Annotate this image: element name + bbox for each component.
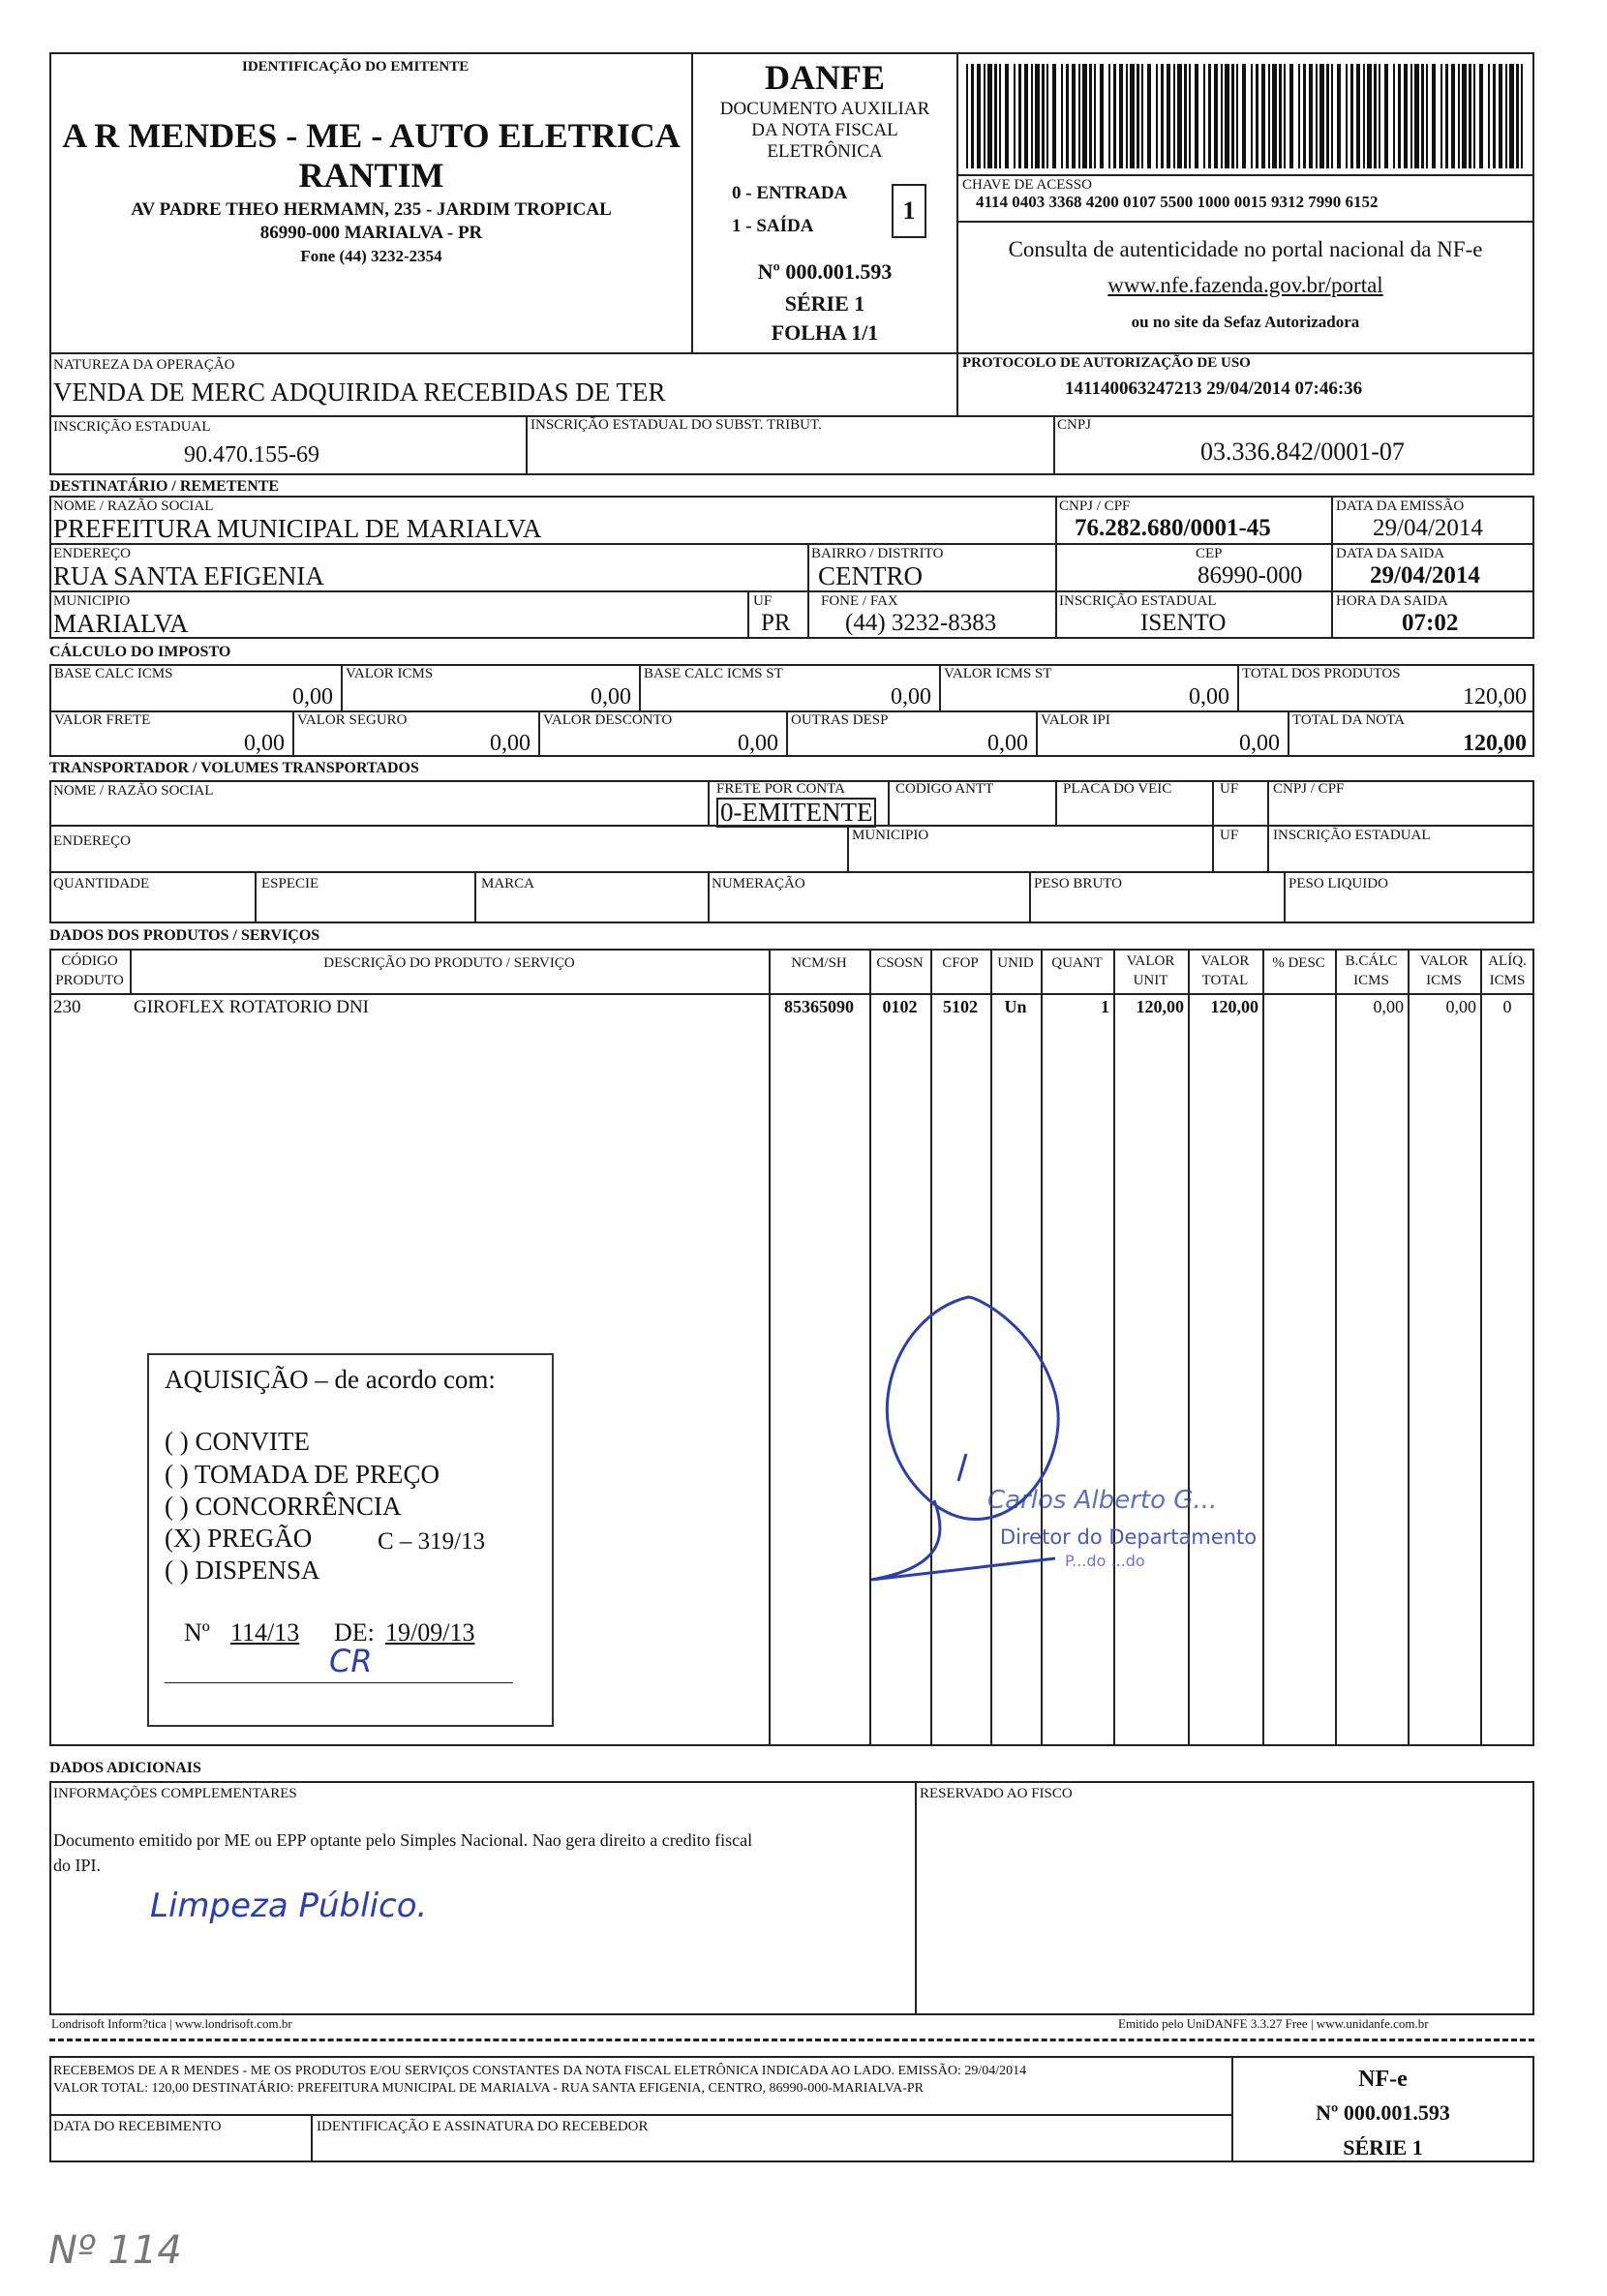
- chave-divider: [956, 174, 1534, 176]
- barcode-bar: [1225, 64, 1229, 168]
- produtos-row-cell: 0102: [882, 997, 918, 1016]
- barcode-bar: [1319, 64, 1324, 168]
- imposto-value: 0,00: [1189, 684, 1229, 710]
- canhoto-data-label: DATA DO RECEBIMENTO: [53, 2119, 222, 2134]
- info-text2: do IPI.: [53, 1856, 101, 1875]
- dest-v-uf: [747, 590, 749, 639]
- dest-hline-2: [49, 590, 1534, 592]
- produtos-header-cell: UNID: [997, 955, 1034, 971]
- danfe-numero: Nº 000.001.593: [757, 259, 893, 284]
- produtos-header-cell: ALÍQ.: [1488, 953, 1527, 969]
- barcode-bar: [1221, 64, 1223, 168]
- transp-v1: [708, 780, 710, 825]
- barcode-bar: [1126, 64, 1128, 168]
- imposto-value: 0,00: [490, 731, 531, 756]
- produtos-row-cell: 230: [53, 997, 81, 1017]
- dest-ie-label: INSCRIÇÃO ESTADUAL: [1059, 593, 1217, 609]
- imposto-value: 120,00: [1463, 731, 1527, 756]
- transp-v3: [1055, 780, 1057, 825]
- barcode-bar: [1393, 64, 1395, 168]
- barcode-bar: [1082, 64, 1087, 168]
- produtos-column-divider: [1480, 949, 1482, 1746]
- produtos-header-cell: PRODUTO: [55, 973, 124, 988]
- danfe-tipo: 1: [902, 196, 916, 225]
- barcode-bar: [1488, 64, 1490, 168]
- barcode-image: [966, 64, 1526, 170]
- transp-frete-label: FRETE POR CONTA: [716, 781, 845, 797]
- transp-endereco-label: ENDEREÇO: [53, 833, 131, 849]
- emitente-name-line2: RANTIM: [298, 156, 444, 195]
- imposto-label: VALOR DESCONTO: [543, 712, 673, 728]
- imposto-label: BASE CALC ICMS ST: [644, 666, 783, 681]
- ie-value: 90.470.155-69: [184, 442, 319, 468]
- dest-cnpj: 76.282.680/0001-45: [1075, 515, 1271, 541]
- stamp-opt3: ( ) CONCORRÊNCIA: [165, 1492, 402, 1521]
- dest-uf-label: UF: [753, 593, 773, 609]
- barcode-bar: [1203, 64, 1205, 168]
- barcode-bar: [1089, 64, 1092, 168]
- dest-hline-1: [49, 543, 1534, 545]
- danfe-title: DANFE: [765, 58, 885, 97]
- dest-emissao-label: DATA DA EMISSÃO: [1336, 498, 1465, 514]
- dest-bairro-label: BAIRRO / DISTRITO: [811, 546, 944, 561]
- dest-endereco: RUA SANTA EFIGENIA: [53, 561, 324, 590]
- produtos-row-cell: 120,00: [1210, 997, 1258, 1016]
- barcode-bar: [1426, 64, 1428, 168]
- imposto-value: 0,00: [738, 731, 778, 756]
- transp-municipio-label: MUNICIPIO: [852, 828, 929, 843]
- dest-fone-label: FONE / FAX: [821, 593, 898, 609]
- barcode-bar: [1479, 64, 1483, 168]
- info-label: INFORMAÇÕES COMPLEMENTARES: [53, 1786, 297, 1801]
- barcode-bar: [1184, 64, 1187, 168]
- transp-nome-label: NOME / RAZÃO SOCIAL: [53, 783, 214, 799]
- dest-ie: ISENTO: [1140, 610, 1227, 636]
- transp-v9: [708, 871, 710, 923]
- barcode-bar: [1289, 64, 1293, 168]
- transp-placa-label: PLACA DO VEIC: [1063, 781, 1172, 797]
- produtos-header-cell: UNIT: [1133, 973, 1168, 988]
- bottom-handwritten-note: Nº 114: [48, 2228, 182, 2273]
- transp-hline-2: [49, 871, 1534, 873]
- barcode-bar: [1384, 64, 1388, 168]
- produtos-header-cell: VALOR: [1126, 953, 1175, 969]
- barcode-bar: [1356, 64, 1360, 168]
- produtos-header-cell: CSOSN: [876, 955, 924, 971]
- signature-line3: P...do ...do: [1065, 1552, 1145, 1570]
- stamp-initials: CR: [329, 1643, 373, 1679]
- dest-saida: 29/04/2014: [1370, 562, 1480, 589]
- transp-numeracao-label: NUMERAÇÃO: [712, 876, 805, 891]
- stamp-numero-prefix: Nº: [184, 1618, 210, 1646]
- natureza-value: VENDA DE MERC ADQUIRIDA RECEBIDAS DE TER: [53, 378, 666, 407]
- imposto-value: 120,00: [1463, 684, 1527, 710]
- ie-divider-2: [1053, 415, 1055, 475]
- produtos-column-divider: [769, 949, 771, 1746]
- stamp-opt2: ( ) TOMADA DE PREÇO: [165, 1460, 440, 1489]
- transp-ie-label: INSCRIÇÃO ESTADUAL: [1273, 828, 1431, 843]
- footer-left: Londrisoft Inform?tica | www.londrisoft.com.br: [51, 2016, 292, 2031]
- barcode-bar: [1242, 64, 1246, 168]
- signature-line2: Diretor do Departamento: [1000, 1526, 1258, 1549]
- produtos-header-cell: ICMS: [1353, 973, 1389, 988]
- barcode-bar: [1147, 64, 1151, 168]
- stamp-numero: 114/13: [230, 1618, 300, 1646]
- emitente-address-line2: 86990-000 MARIALVA - PR: [259, 223, 483, 243]
- transp-especie-label: ESPECIE: [261, 876, 319, 891]
- barcode-bar: [1061, 64, 1063, 168]
- canhoto-text2: VALOR TOTAL: 120,00 DESTINATÁRIO: PREFEITURA MUNICIPAL DE MARIALVA - RUA SANTA EFIGENIA, CENTRO, 86990-000-MARIALVA-PR: [53, 2081, 925, 2096]
- transp-v2: [888, 780, 890, 825]
- danfe-tipo-box: [892, 184, 926, 238]
- transp-liquido-label: PESO LIQUIDO: [1289, 876, 1388, 891]
- produtos-row-cell: 5102: [943, 997, 978, 1016]
- barcode-bar: [1374, 64, 1377, 168]
- barcode-bar: [1173, 64, 1175, 168]
- stamp-opt5: ( ) DISPENSA: [165, 1556, 320, 1585]
- imposto-value: 0,00: [891, 684, 931, 710]
- barcode-bar: [1052, 64, 1056, 168]
- danfe-saida: 1 - SAÍDA: [732, 216, 814, 236]
- transp-uf-label: UF: [1220, 781, 1239, 797]
- transp-v5: [1267, 780, 1269, 871]
- produtos-row-cell: GIROFLEX ROTATORIO DNI: [134, 997, 370, 1017]
- adicionais-section-label: DADOS ADICIONAIS: [49, 1760, 201, 1776]
- danfe-subtitle1: DOCUMENTO AUXILIAR: [719, 99, 930, 119]
- barcode-bar: [1072, 64, 1076, 168]
- produtos-header-cell: ICMS: [1426, 973, 1462, 988]
- barcode-bar: [1156, 64, 1158, 168]
- produtos-header-cell: TOTAL: [1201, 973, 1249, 988]
- barcode-bar: [1398, 64, 1401, 168]
- consulta-divider: [956, 221, 1534, 223]
- barcode-bar: [966, 64, 968, 168]
- canhoto-numero: Nº 000.001.593: [1316, 2100, 1450, 2125]
- dest-cnpj-label: CNPJ / CPF: [1059, 498, 1131, 514]
- footer-right: Emitido pelo UniDANFE 3.3.27 Free | www.unidanfe.com.br: [1118, 2016, 1429, 2031]
- barcode-bar: [1363, 64, 1365, 168]
- canhoto-hline: [49, 2114, 1232, 2116]
- barcode-bar: [1469, 64, 1471, 168]
- imposto-value: 0,00: [1239, 731, 1280, 756]
- barcode-bar: [1505, 64, 1507, 168]
- imposto-label: OUTRAS DESP: [791, 712, 889, 728]
- produtos-header-cell: CFOP: [942, 955, 979, 971]
- barcode-bar: [1141, 64, 1143, 168]
- cnpj-emit-label: CNPJ: [1057, 417, 1092, 433]
- barcode-bar: [1432, 64, 1436, 168]
- ie-divider-1: [526, 415, 528, 475]
- danfe-subtitle2: DA NOTA FISCAL: [751, 120, 898, 140]
- dest-v-cnpj: [1055, 496, 1057, 639]
- dest-municipio: MARIALVA: [53, 609, 189, 638]
- dest-municipio-label: MUNICIPIO: [53, 593, 131, 609]
- transp-v10: [1029, 871, 1031, 923]
- danfe-folha: FOLHA 1/1: [771, 320, 879, 345]
- barcode-bar: [1236, 64, 1238, 168]
- barcode-bar: [1414, 64, 1419, 168]
- dest-v-dates: [1331, 496, 1333, 639]
- barcode-bar: [1231, 64, 1234, 168]
- barcode-bar: [1261, 64, 1265, 168]
- imposto-label: VALOR ICMS: [346, 666, 434, 681]
- barcode-bar: [1284, 64, 1286, 168]
- produtos-column-divider: [1335, 949, 1337, 1746]
- imposto-value: 0,00: [987, 731, 1028, 756]
- dest-nome-label: NOME / RAZÃO SOCIAL: [53, 498, 214, 514]
- barcode-bar: [1130, 64, 1135, 168]
- barcode-bar: [1100, 64, 1104, 168]
- barcode-bar: [1451, 64, 1455, 168]
- cnpj-emit-value: 03.336.842/0001-07: [1200, 438, 1405, 466]
- transp-bruto-label: PESO BRUTO: [1034, 876, 1122, 891]
- emitente-name-line1: A R MENDES - ME - AUTO ELETRICA: [62, 116, 681, 155]
- stamp-opt4: (X) PREGÃO: [165, 1524, 313, 1553]
- transp-marca-label: MARCA: [481, 876, 535, 891]
- barcode-bar: [1161, 64, 1164, 168]
- produtos-row-cell: 0: [1502, 997, 1512, 1016]
- imposto-label: VALOR SEGURO: [297, 712, 408, 728]
- barcode-bar: [1462, 64, 1467, 168]
- barcode-bar: [984, 64, 985, 168]
- barcode-bar: [1316, 64, 1318, 168]
- dest-fone: (44) 3232-8383: [845, 610, 997, 636]
- produtos-column-divider: [1408, 949, 1410, 1746]
- chave-label: CHAVE DE ACESSO: [962, 177, 1092, 193]
- transp-v11: [1284, 871, 1286, 923]
- barcode-bar: [1337, 64, 1341, 168]
- barcode-bar: [1214, 64, 1218, 168]
- consulta-url[interactable]: www.nfe.fazenda.gov.br/portal: [1107, 273, 1383, 297]
- barcode-bar: [1509, 64, 1514, 168]
- transp-v6: [847, 825, 849, 871]
- dest-nome: PREFEITURA MUNICIPAL DE MARIALVA: [53, 514, 542, 543]
- transp-v4: [1212, 780, 1214, 871]
- barcode-bar: [1499, 64, 1502, 168]
- barcode-bar: [1272, 64, 1277, 168]
- barcode-bar: [1404, 64, 1408, 168]
- barcode-bar: [1177, 64, 1182, 168]
- barcode-bar: [1031, 64, 1033, 168]
- produtos-header-cell: VALOR: [1419, 953, 1469, 969]
- ie-label: INSCRIÇÃO ESTADUAL: [53, 419, 211, 435]
- produtos-column-divider: [130, 949, 132, 993]
- barcode-bar: [1445, 64, 1448, 168]
- canhoto-serie: SÉRIE 1: [1343, 2135, 1423, 2160]
- produtos-header-cell: NCM/SH: [791, 955, 847, 971]
- barcode-bar: [1309, 64, 1313, 168]
- canhoto-assinatura-label: IDENTIFICAÇÃO E ASSINATURA DO RECEBEDOR: [317, 2119, 649, 2134]
- natureza-label: NATUREZA DA OPERAÇÃO: [53, 357, 235, 373]
- barcode-bar: [1024, 64, 1028, 168]
- imposto-value: 0,00: [244, 731, 285, 756]
- produtos-row-cell: 0,00: [1445, 997, 1476, 1016]
- transp-uf2-label: UF: [1220, 828, 1239, 843]
- barcode-bar: [1493, 64, 1496, 168]
- transp-antt-label: CODIGO ANTT: [895, 781, 994, 797]
- barcode-bar: [1303, 64, 1306, 168]
- produtos-row-cell: 85365090: [784, 997, 854, 1016]
- consulta-line1: Consulta de autenticidade no portal nacional da NF-e: [1008, 237, 1483, 261]
- dest-emissao: 29/04/2014: [1373, 515, 1483, 541]
- barcode-bar: [1326, 64, 1329, 168]
- imposto-label: BASE CALC ICMS: [54, 666, 173, 681]
- produtos-header-cell: B.CÁLC: [1345, 953, 1398, 969]
- barcode-bar: [1035, 64, 1040, 168]
- produtos-header-cell: VALOR: [1200, 953, 1250, 969]
- imposto-value: 0,00: [292, 684, 333, 710]
- barcode-bar: [1094, 64, 1096, 168]
- danfe-serie: SÉRIE 1: [784, 291, 865, 316]
- barcode-bar: [1113, 64, 1116, 168]
- stamp-opt4-ref: C – 319/13: [378, 1528, 486, 1555]
- imposto-label: VALOR IPI: [1041, 712, 1110, 728]
- chave-value: 4114 0403 3368 4200 0107 5500 1000 0015 9312 7990 6152: [976, 193, 1379, 211]
- barcode-bar: [994, 64, 997, 168]
- transp-cnpj-label: CNPJ / CPF: [1273, 781, 1345, 797]
- info-handwritten: Limpeza Público.: [150, 1887, 428, 1925]
- barcode-bar: [977, 64, 981, 168]
- imposto-value: 0,00: [591, 684, 631, 710]
- produtos-header-cell: CÓDIGO: [61, 953, 118, 969]
- dest-v-fone: [807, 590, 809, 639]
- barcode-bar: [1066, 64, 1069, 168]
- imposto-section-label: CÁLCULO DO IMPOSTO: [49, 644, 231, 660]
- barcode-bar: [1379, 64, 1380, 168]
- emitente-phone: Fone (44) 3232-2354: [300, 247, 442, 265]
- barcode-bar: [1195, 64, 1198, 168]
- barcode-bar: [1521, 64, 1523, 168]
- destinatario-section-label: DESTINATÁRIO / REMETENTE: [49, 478, 280, 495]
- transp-v8: [474, 871, 476, 923]
- stamp-sign-line: [165, 1682, 513, 1683]
- imposto-label: VALOR FRETE: [54, 712, 151, 728]
- produtos-header-cell: QUANT: [1051, 955, 1103, 971]
- dest-hora: 07:02: [1402, 610, 1459, 636]
- produtos-row-cell: 120,00: [1136, 997, 1184, 1016]
- stamp-data: 19/09/13: [385, 1618, 475, 1646]
- produtos-column-divider: [1262, 949, 1264, 1746]
- produtos-header-line: [49, 993, 1534, 995]
- barcode-bar: [1421, 64, 1424, 168]
- cut-line: [49, 2039, 1534, 2041]
- info-text1: Documento emitido por ME ou EPP optante pelo Simples Nacional. Nao gera direito a credito fiscal: [53, 1830, 753, 1850]
- imposto-label: TOTAL DOS PRODUTOS: [1242, 666, 1401, 681]
- barcode-bar: [1458, 64, 1460, 168]
- barcode-bar: [1298, 64, 1300, 168]
- dest-uf: PR: [761, 610, 791, 636]
- dest-cep-label: CEP: [1196, 546, 1223, 561]
- produtos-row-cell: Un: [1004, 997, 1027, 1016]
- produtos-section-label: DADOS DOS PRODUTOS / SERVIÇOS: [49, 927, 320, 944]
- dest-bairro: CENTRO: [818, 561, 923, 590]
- adicionais-divider: [915, 1781, 917, 2015]
- canhoto-nfe: NF-e: [1358, 2067, 1408, 2092]
- fisco-label: RESERVADO AO FISCO: [920, 1786, 1073, 1801]
- stamp-opt1: ( ) CONVITE: [165, 1427, 310, 1456]
- barcode-bar: [1108, 64, 1110, 168]
- barcode-bar: [1208, 64, 1211, 168]
- produtos-row-cell: 0,00: [1373, 997, 1404, 1016]
- barcode-bar: [1473, 64, 1475, 168]
- barcode-bar: [1018, 64, 1021, 168]
- barcode-bar: [1268, 64, 1270, 168]
- barcode-bar: [971, 64, 974, 168]
- barcode-bar: [1046, 64, 1048, 168]
- danfe-subtitle3: ELETRÔNICA: [767, 141, 883, 162]
- produtos-header-cell: % DESC: [1272, 955, 1325, 971]
- canhoto-text1: RECEBEMOS DE A R MENDES - ME OS PRODUTOS E/OU SERVIÇOS CONSTANTES DA NOTA FISCAL ELETRÔNICA INDICADA AO LADO. EMISSÃO: 29/04/2014: [53, 2064, 1027, 2078]
- transportador-section-label: TRANSPORTADOR / VOLUMES TRANSPORTADOS: [49, 760, 419, 776]
- barcode-bar: [1410, 64, 1412, 168]
- transp-v7: [255, 871, 257, 923]
- produtos-header-cell: ICMS: [1489, 973, 1526, 988]
- emitente-address-line1: AV PADRE THEO HERMAMN, 235 - JARDIM TROPICAL: [131, 199, 612, 220]
- protocolo-value: 141140063247213 29/04/2014 07:46:36: [1065, 378, 1363, 399]
- barcode-bar: [999, 64, 1001, 168]
- emitente-section-label: IDENTIFICAÇÃO DO EMITENTE: [242, 59, 470, 75]
- barcode-bar: [1350, 64, 1353, 168]
- barcode-bar: [1189, 64, 1191, 168]
- consulta-line3: ou no site da Sefaz Autorizadora: [1131, 313, 1360, 331]
- canhoto-vline: [311, 2114, 313, 2162]
- produtos-header-cell: DESCRIÇÃO DO PRODUTO / SERVIÇO: [323, 955, 575, 971]
- dest-saida-label: DATA DA SAIDA: [1336, 546, 1445, 561]
- dest-v-bairro: [807, 543, 809, 590]
- imposto-label: VALOR ICMS ST: [944, 666, 1052, 681]
- barcode-bar: [1346, 64, 1348, 168]
- dest-endereco-label: ENDEREÇO: [53, 546, 131, 561]
- barcode-bar: [1367, 64, 1372, 168]
- dest-cep: 86990-000: [1198, 562, 1303, 589]
- barcode-bar: [1014, 64, 1016, 168]
- barcode-bar: [1279, 64, 1282, 168]
- barcode-bar: [1256, 64, 1258, 168]
- barcode-bar: [987, 64, 992, 168]
- barcode-bar: [1331, 64, 1333, 168]
- transp-frete: 0-EMITENTE: [716, 798, 876, 828]
- barcode-bar: [1251, 64, 1253, 168]
- barcode-bar: [1440, 64, 1442, 168]
- danfe-entrada: 0 - ENTRADA: [732, 183, 848, 203]
- transp-quantidade-label: QUANTIDADE: [53, 876, 150, 891]
- stamp-title: AQUISIÇÃO – de acordo com:: [165, 1365, 496, 1394]
- dest-hora-label: HORA DA SAIDA: [1336, 593, 1448, 609]
- barcode-bar: [1137, 64, 1139, 168]
- protocolo-label: PROTOCOLO DE AUTORIZAÇÃO DE USO: [962, 355, 1251, 371]
- signature-line1: Carlos Alberto G...: [987, 1486, 1218, 1515]
- barcode-bar: [1042, 64, 1045, 168]
- stamp-de-prefix: DE:: [334, 1618, 375, 1646]
- barcode-bar: [1167, 64, 1170, 168]
- imposto-label: TOTAL DA NOTA: [1292, 712, 1405, 728]
- barcode-bar: [1516, 64, 1519, 168]
- ie-st-label: INSCRIÇÃO ESTADUAL DO SUBST. TRIBUT.: [531, 417, 822, 433]
- produtos-row-cell: 1: [1101, 997, 1109, 1016]
- barcode-bar: [1005, 64, 1009, 168]
- barcode-bar: [1078, 64, 1080, 168]
- barcode-bar: [1119, 64, 1123, 168]
